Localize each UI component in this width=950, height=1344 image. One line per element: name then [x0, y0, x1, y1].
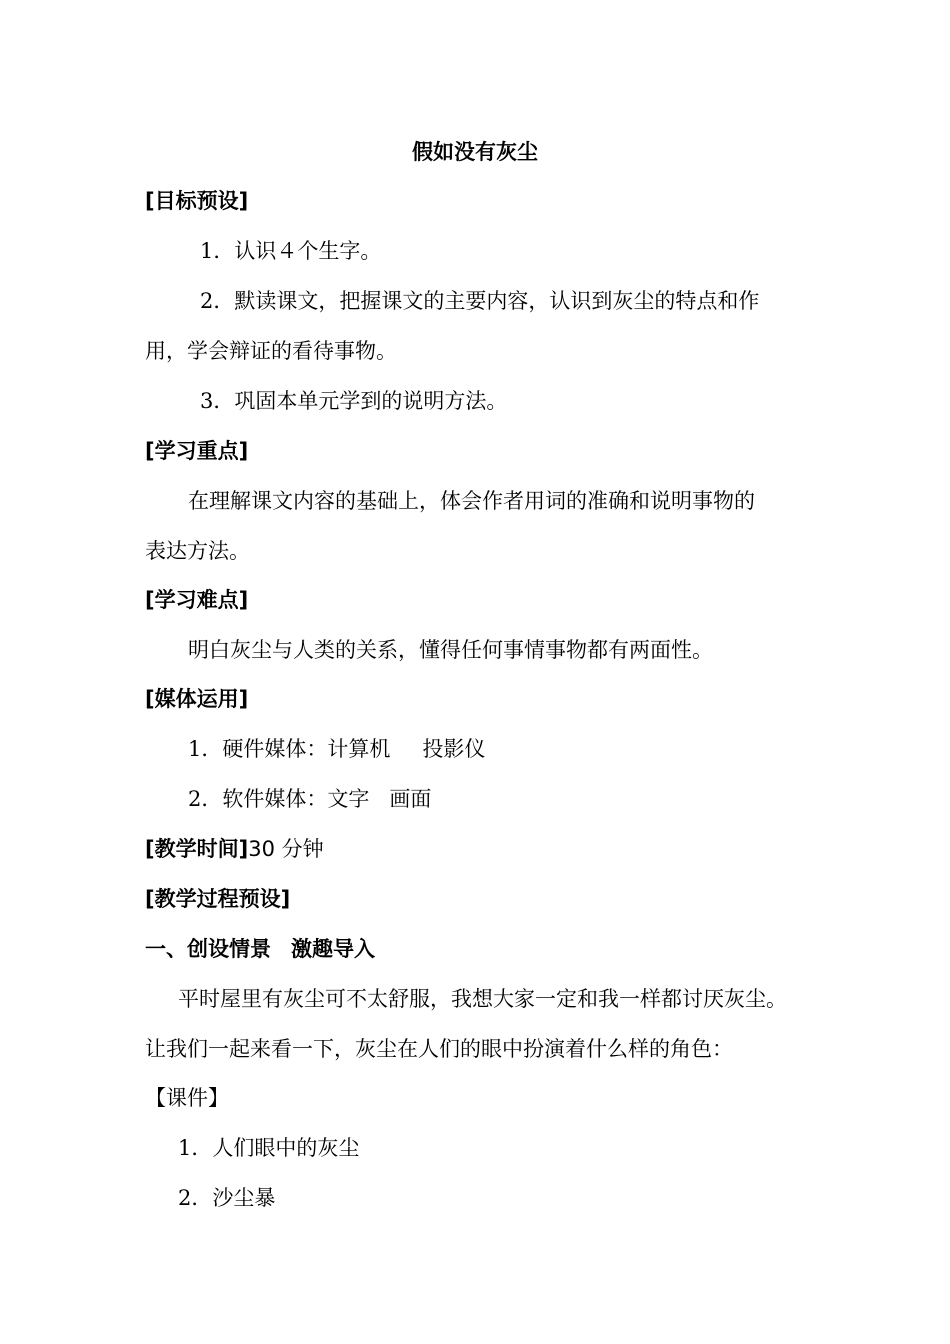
- media-item-1: [188, 734, 485, 764]
- goal-item-2-line-1: 2．默读课文，把握课文的主要内容，认识到灰尘的特点和作: [200, 289, 760, 313]
- document-title: 假如没有灰尘: [412, 139, 538, 164]
- media-item-2-label: 2．软件媒体：文字: [188, 787, 370, 811]
- difficulties-heading: [学习难点]: [145, 588, 249, 612]
- process-heading: [教学过程预设]: [145, 887, 291, 911]
- courseware-label: 【课件】: [145, 1086, 229, 1110]
- media-heading: [媒体运用]: [145, 687, 249, 711]
- process-section-1-part-1: 一、创设情景: [145, 937, 271, 961]
- media-item-1-label: 1．硬件媒体：计算机: [188, 737, 391, 761]
- key-points-heading: [学习重点]: [145, 439, 249, 463]
- goal-item-3: 3．巩固本单元学到的说明方法。: [200, 389, 508, 413]
- courseware-item-1: 1．人们眼中的灰尘: [178, 1136, 360, 1160]
- key-points-line-2: 表达方法。: [145, 539, 250, 563]
- process-section-1-part-2: 激趣导入: [291, 937, 375, 961]
- process-para-line-2: 让我们一起来看一下，灰尘在人们的眼中扮演着什么样的角色：: [145, 1037, 733, 1061]
- media-item-2-extra: 画面: [389, 787, 432, 811]
- time-heading: [教学时间]: [145, 837, 249, 861]
- media-item-1-extra: 投影仪: [422, 737, 486, 761]
- time-line: [145, 834, 324, 864]
- process-section-1: [145, 934, 375, 964]
- courseware-item-2: 2．沙尘暴: [178, 1186, 276, 1210]
- goals-heading: [目标预设]: [145, 189, 249, 213]
- goal-item-1: 1．认识４个生字。: [200, 239, 382, 263]
- key-points-line-1: 在理解课文内容的基础上，体会作者用词的准确和说明事物的: [188, 489, 755, 513]
- difficulties-line-1: 明白灰尘与人类的关系，懂得任何事情事物都有两面性。: [188, 638, 713, 662]
- time-value: 30 分钟: [248, 837, 324, 861]
- goal-item-2-line-2: 用，学会辩证的看待事物。: [145, 339, 397, 363]
- process-para-line-1: 平时屋里有灰尘可不太舒服，我想大家一定和我一样都讨厌灰尘。: [178, 987, 787, 1011]
- media-item-2: [188, 784, 431, 814]
